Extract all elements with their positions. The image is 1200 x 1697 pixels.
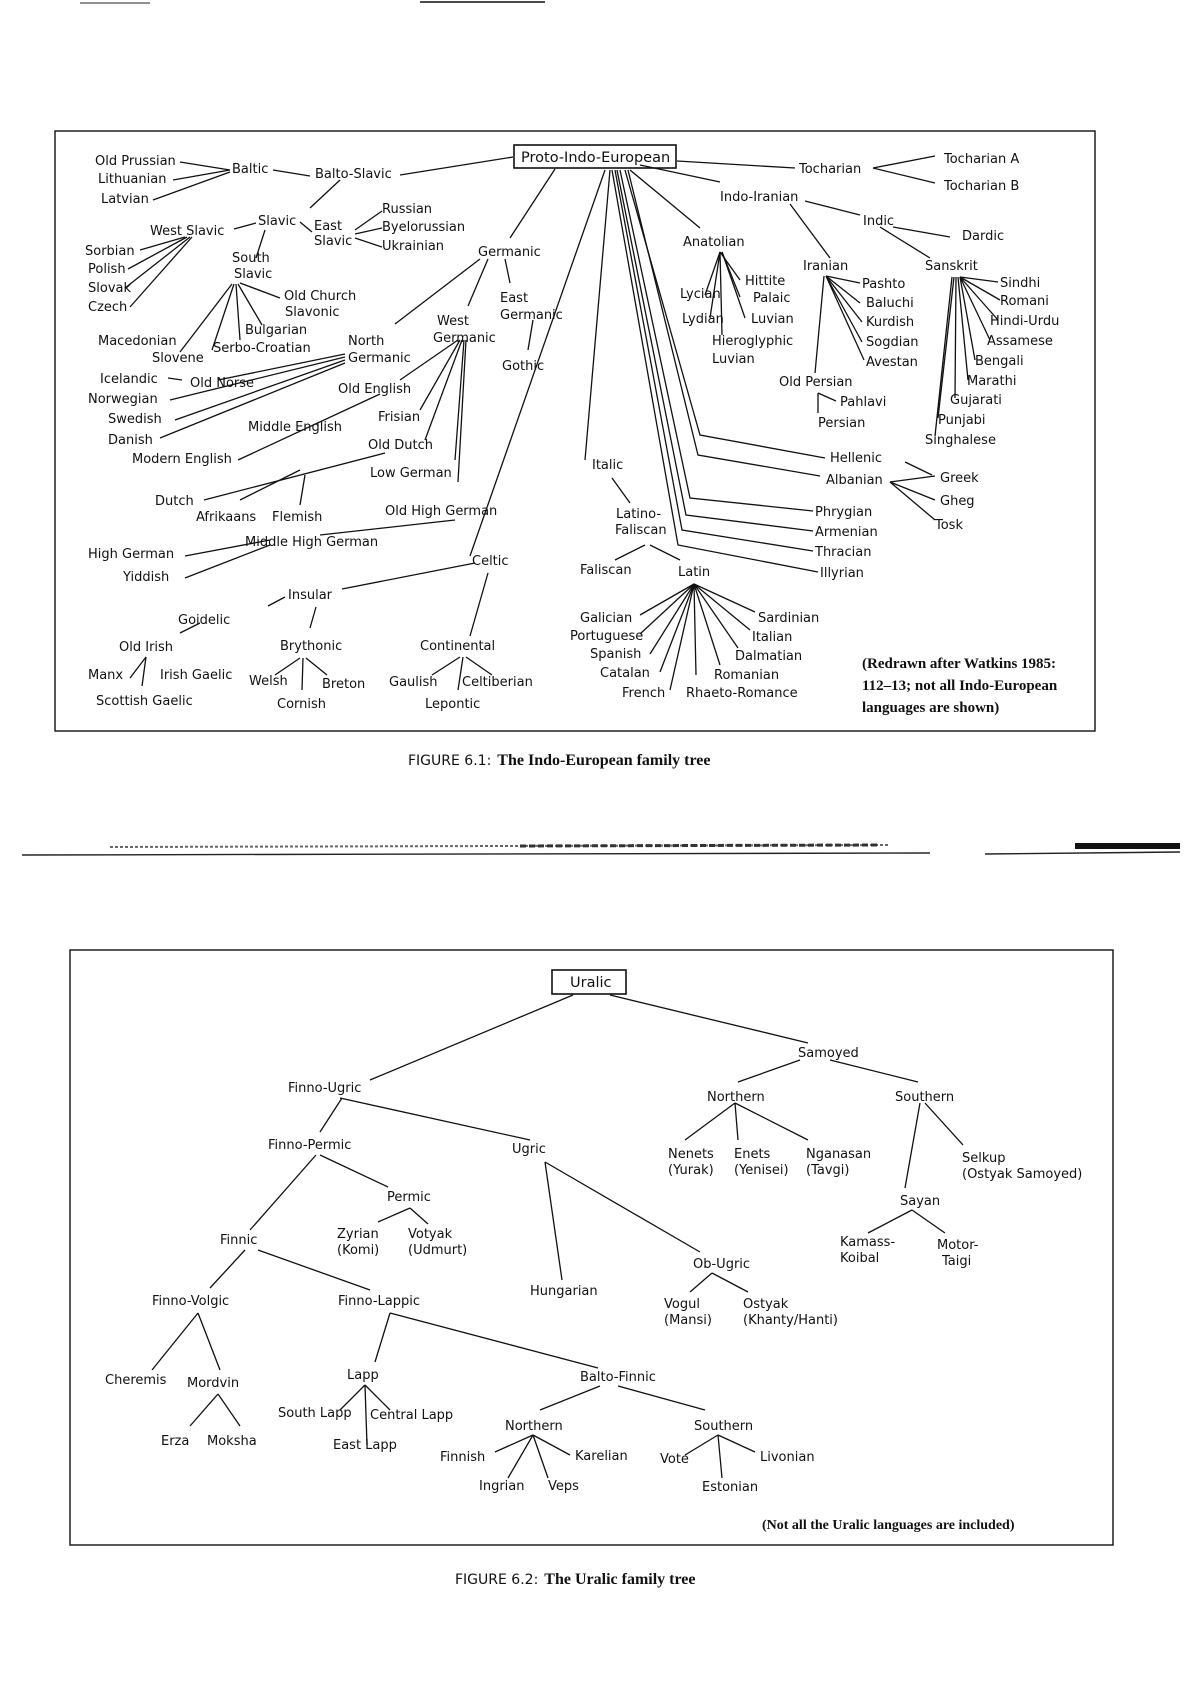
node-label: Luvian	[712, 352, 755, 367]
node-label: Tocharian B	[944, 179, 1020, 194]
node-label: Frisian	[378, 410, 421, 425]
node-label: Motor-	[937, 1238, 979, 1253]
node-label: Tocharian A	[944, 152, 1020, 167]
node-label: Romani	[1000, 294, 1049, 309]
node-label: Slavonic	[285, 305, 340, 320]
caption-prefix: FIGURE 6.1:	[408, 753, 492, 769]
node-label: Lapp	[347, 1368, 379, 1383]
node-label: East Lapp	[333, 1438, 397, 1453]
node-label: Finno-Volgic	[152, 1294, 230, 1309]
node-label: Latino-	[616, 507, 662, 522]
node-label: Ugric	[512, 1142, 546, 1157]
node-label: Scottish Gaelic	[96, 694, 193, 709]
node-label: North	[348, 334, 385, 349]
node-label: Low German	[370, 466, 452, 481]
node-label: Erza	[161, 1434, 190, 1449]
node-label: Sanskrit	[925, 259, 978, 274]
node-label: Faliscan	[580, 563, 632, 578]
node-label: Old High German	[385, 504, 498, 519]
node-label: (Komi)	[337, 1243, 380, 1258]
node-label: Ukrainian	[382, 239, 445, 254]
node-label: Serbo-Croatian	[213, 341, 311, 356]
node-label: (Udmurt)	[408, 1243, 468, 1258]
node-label: Lydian	[682, 312, 724, 327]
node-label: Breton	[322, 677, 366, 692]
node-label: West Slavic	[150, 224, 225, 239]
node-label: (Tavgi)	[806, 1163, 850, 1178]
node-label: Hellenic	[830, 451, 882, 466]
node-label: Cheremis	[105, 1373, 167, 1388]
node-label: Portuguese	[570, 629, 644, 644]
node-label: Gheg	[940, 494, 975, 509]
node-label: Slovene	[152, 351, 204, 366]
node-label: Vogul	[664, 1297, 700, 1312]
node-label: Balto-Finnic	[580, 1370, 656, 1385]
node-label: Polish	[88, 262, 126, 277]
node-label: Pahlavi	[840, 395, 887, 410]
node-label: Northern	[707, 1090, 765, 1105]
node-label: Lepontic	[425, 697, 481, 712]
node-label: Finno-Permic	[268, 1138, 352, 1153]
figure-indo-european	[55, 131, 1095, 769]
node-label: Finno-Lappic	[338, 1294, 420, 1309]
node-label: Gothic	[502, 359, 545, 374]
figure2-caption	[455, 1571, 696, 1588]
node-label: Latvian	[101, 192, 149, 207]
node-label: Votyak	[408, 1227, 453, 1242]
node-label: Romanian	[714, 668, 780, 683]
node-label: Gaulish	[389, 675, 438, 690]
node-label: Baluchi	[866, 296, 914, 311]
node-label: Norwegian	[88, 392, 158, 407]
node-label: Latin	[678, 565, 711, 580]
node-label: Manx	[88, 668, 124, 683]
node-label: (Ostyak Samoyed)	[962, 1167, 1083, 1182]
node-label: South Lapp	[278, 1406, 352, 1421]
node-label: Catalan	[600, 666, 650, 681]
node-label: Slovak	[88, 281, 132, 296]
node-label: Yiddish	[123, 570, 170, 585]
node-label: Marathi	[967, 374, 1017, 389]
node-label: Dutch	[155, 494, 194, 509]
node-label: (Yurak)	[668, 1163, 714, 1178]
node-label: Old Norse	[190, 376, 255, 391]
node-label: Modern English	[132, 452, 232, 467]
node-label: Nenets	[668, 1147, 714, 1162]
node-label: Italian	[752, 630, 793, 645]
node-label: Punjabi	[938, 413, 986, 428]
node-label: Finno-Ugric	[288, 1081, 362, 1096]
node-label: Karelian	[575, 1449, 628, 1464]
node-label: Northern	[505, 1419, 563, 1434]
node-label: Indic	[863, 214, 895, 229]
node-label: Hieroglyphic	[712, 334, 794, 349]
node-label: Rhaeto-Romance	[686, 686, 798, 701]
node-label: Lithuanian	[98, 172, 167, 187]
node-label: Sindhi	[1000, 276, 1041, 291]
note-line: 112–13; not all Indo-European	[862, 678, 1058, 694]
node-label: Southern	[694, 1419, 754, 1434]
node-label: Old Persian	[779, 375, 853, 390]
node-label: Taigi	[942, 1254, 972, 1269]
node-label: Goidelic	[178, 613, 231, 628]
node-label: Persian	[818, 416, 866, 431]
node-label: Czech	[88, 300, 128, 315]
node-label: Bengali	[975, 354, 1024, 369]
node-label: Gujarati	[950, 393, 1002, 408]
node-label: Albanian	[826, 473, 883, 488]
node-label: Pashto	[862, 277, 906, 292]
node-label: Thracian	[815, 545, 872, 560]
node-label: Greek	[940, 471, 979, 486]
node-label: Illyrian	[820, 566, 864, 581]
node-label: Russian	[382, 202, 433, 217]
node-label: Singhalese	[925, 433, 996, 448]
node-label: Galician	[580, 611, 633, 626]
node-label: Slavic	[314, 234, 353, 249]
node-label: Estonian	[702, 1480, 759, 1495]
node-label: Swedish	[108, 412, 162, 427]
node-label: Central Lapp	[370, 1408, 454, 1423]
node-label: (Mansi)	[664, 1313, 712, 1328]
node-label: Irish Gaelic	[160, 668, 233, 683]
node-label: Samoyed	[798, 1046, 859, 1061]
node-label: Old Prussian	[95, 154, 176, 169]
node-label: Tocharian	[799, 162, 862, 177]
node-label: Spanish	[590, 647, 642, 662]
node-label: East	[314, 219, 343, 234]
node-label: (Khanty/Hanti)	[743, 1313, 838, 1328]
figure2-note: (Not all the Uralic languages are included)	[762, 1518, 1015, 1533]
node-label: High German	[88, 547, 175, 562]
node-label: Dardic	[962, 229, 1005, 244]
node-label: Nganasan	[806, 1147, 872, 1162]
node-label: East	[500, 291, 529, 306]
tree-labels	[105, 1046, 1082, 1495]
node-label: Italic	[592, 458, 624, 473]
node-label: Middle English	[248, 420, 343, 435]
node-label: Anatolian	[683, 235, 745, 250]
node-label: Moksha	[207, 1434, 257, 1449]
node-label: Koibal	[840, 1251, 880, 1266]
node-label: Luvian	[751, 312, 794, 327]
node-label: Hittite	[745, 274, 786, 289]
node-label: Sayan	[900, 1194, 941, 1209]
node-label: Permic	[387, 1190, 431, 1205]
node-label: Finnish	[440, 1450, 486, 1465]
node-label: Welsh	[249, 674, 288, 689]
figure1-caption	[408, 752, 711, 769]
node-label: Brythonic	[280, 639, 343, 654]
node-label: Sardinian	[758, 611, 820, 626]
root-label: Proto-Indo-European	[521, 150, 671, 166]
node-label: Ingrian	[479, 1479, 525, 1494]
node-label: Byelorussian	[382, 220, 466, 235]
node-label: Faliscan	[615, 523, 667, 538]
node-label: Ob-Ugric	[693, 1257, 751, 1272]
node-label: Old Irish	[119, 640, 174, 655]
node-label: Selkup	[962, 1151, 1006, 1166]
node-label: Insular	[288, 588, 333, 603]
node-label: Celtiberian	[462, 675, 533, 690]
node-label: Avestan	[866, 355, 918, 370]
figure-uralic	[70, 950, 1113, 1588]
node-label: Danish	[108, 433, 153, 448]
node-label: Indo-Iranian	[720, 190, 799, 205]
node-label: Flemish	[272, 510, 323, 525]
node-label: Tosk	[935, 518, 963, 533]
node-label: French	[622, 686, 666, 701]
node-label: Kurdish	[866, 315, 915, 330]
node-label: Mordvin	[187, 1376, 240, 1391]
node-label: Dalmatian	[735, 649, 803, 664]
node-label: Celtic	[472, 554, 509, 569]
node-label: Germanic	[433, 331, 496, 346]
node-label: Slavic	[234, 267, 273, 282]
node-label: Enets	[734, 1147, 771, 1162]
node-label: Phrygian	[815, 505, 873, 520]
node-label: Hindi-Urdu	[990, 314, 1060, 329]
node-label: Continental	[420, 639, 496, 654]
node-label: Germanic	[348, 351, 411, 366]
node-label: Macedonian	[98, 334, 177, 349]
node-label: Kamass-	[840, 1235, 896, 1250]
node-label: Veps	[548, 1479, 579, 1494]
note-line: languages are shown)	[862, 700, 1000, 716]
scan-divider	[22, 845, 1180, 855]
node-label: Balto-Slavic	[315, 167, 392, 182]
node-label: Icelandic	[100, 372, 158, 387]
node-label: Armenian	[815, 525, 878, 540]
node-label: Sogdian	[866, 335, 919, 350]
node-label: Baltic	[232, 162, 269, 177]
node-label: Slavic	[258, 214, 297, 229]
root-label: Uralic	[570, 975, 612, 991]
node-label: Germanic	[500, 308, 563, 323]
node-label: Assamese	[987, 334, 1053, 349]
node-label: Bulgarian	[245, 323, 308, 338]
node-label: Old English	[338, 382, 412, 397]
node-label: Sorbian	[85, 244, 135, 259]
node-label: Livonian	[760, 1450, 815, 1465]
node-label: Palaic	[753, 291, 791, 306]
node-label: Lycian	[680, 287, 721, 302]
node-label: South	[232, 251, 270, 266]
node-label: Zyrian	[337, 1227, 379, 1242]
note-line: (Redrawn after Watkins 1985:	[862, 656, 1057, 672]
node-label: Old Dutch	[368, 438, 433, 453]
node-label: Afrikaans	[196, 510, 257, 525]
node-label: Finnic	[220, 1233, 258, 1248]
node-label: (Yenisei)	[734, 1163, 789, 1178]
node-label: Iranian	[803, 259, 849, 274]
figure1-note	[862, 656, 1058, 716]
node-label: Southern	[895, 1090, 955, 1105]
tree-labels	[85, 152, 1059, 712]
caption-title: The Uralic family tree	[544, 1571, 696, 1588]
caption-prefix: FIGURE 6.2:	[455, 1572, 539, 1588]
node-label: Cornish	[277, 697, 327, 712]
node-label: Hungarian	[530, 1284, 598, 1299]
node-label: Old Church	[284, 289, 357, 304]
node-label: Germanic	[478, 245, 541, 260]
node-label: West	[437, 314, 469, 329]
node-label: Ostyak	[743, 1297, 789, 1312]
caption-title: The Indo-European family tree	[497, 752, 711, 769]
node-label: Middle High German	[245, 535, 379, 550]
node-label: Vote	[660, 1452, 689, 1467]
